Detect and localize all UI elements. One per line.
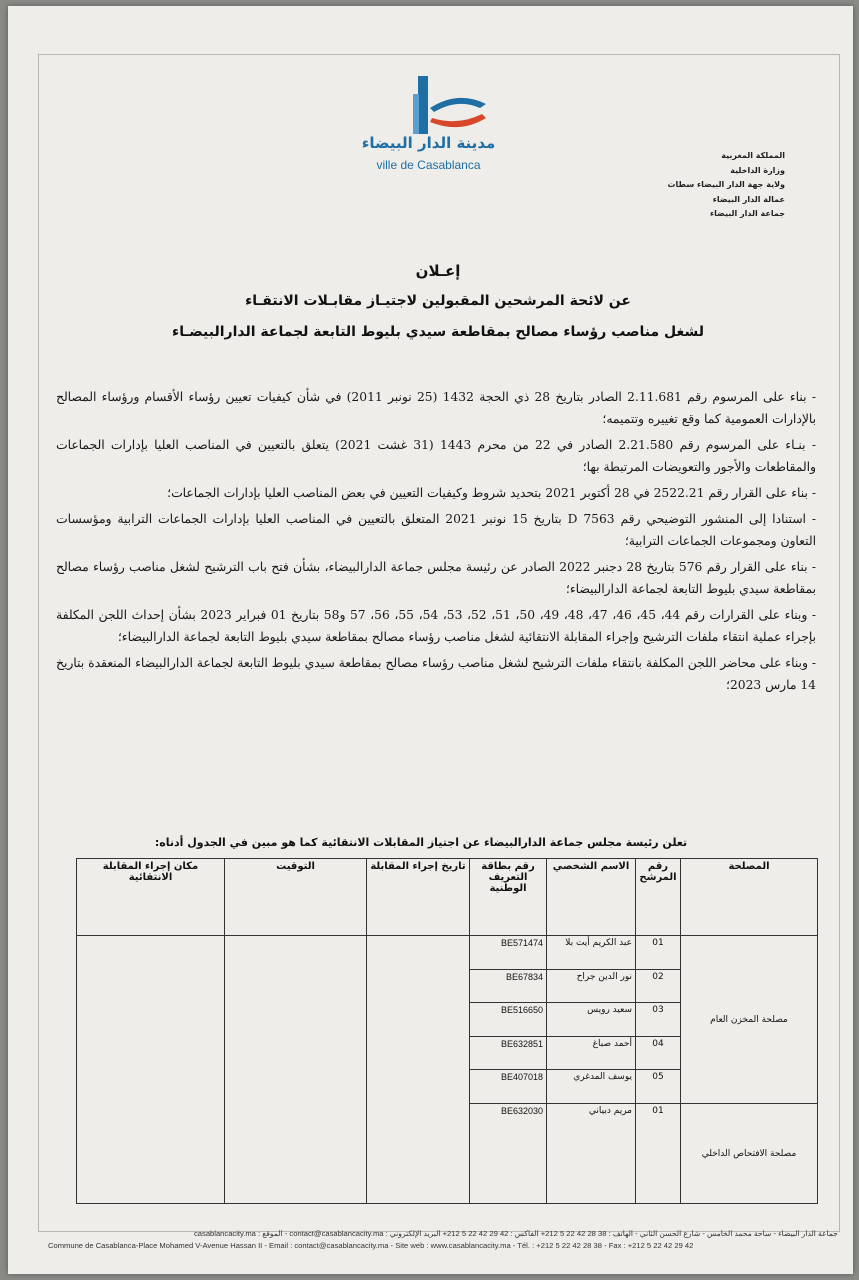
admin-line: وزارة الداخلية	[730, 165, 785, 175]
header-cin: رقم بطاقة التعريف الوطنية	[470, 859, 547, 936]
preamble	[56, 386, 816, 700]
preamble-paragraph: - وبناء على القرارات رقم 44، 45، 46، 47، 48، 49، 50، 51، 52، 53، 54، 55، 56، 57 و58 بتاريخ 01 فبراير 2023 بشأن إحداث اللجن المكلفة بإجراء عملية انتقاء ملفات الترشيح وإجراء المقابلة الانتقائية لشغل مناصب رؤساء مصالح بمقاطعة سيدي بليوط التابعة لجماعة الدارالبيضاء؛	[56, 608, 816, 644]
candidates-table	[76, 858, 818, 1204]
candidate-number: 02	[636, 969, 681, 1003]
footer-arabic: جماعة الدار البيضاء - ساحة محمد الخامس - شارع الحسن الثاني - الهاتف : 38 28 42 22 5 212+ الفاكس : 42 29 42 22 5 212+ البريد الإلكتروني : contact@casablancacity.ma - الموقع : casablancacity.ma	[194, 1229, 838, 1238]
candidate-cin: BE407018	[470, 1070, 547, 1104]
candidate-number: 01	[636, 1104, 681, 1204]
header-date: تاريخ إجراء المقابلة	[367, 859, 470, 936]
candidate-cin: BE571474	[470, 936, 547, 970]
preamble-paragraph: - بناء على القرار رقم 2522.21 في 28 أكتوبر 2021 بتحديد شروط وكيفيات التعيين في بعض المناصب العليا بإدارات الجماعات؛	[167, 486, 816, 500]
service-cell: مصلحة الافتحاص الداخلي	[681, 1104, 818, 1204]
header-service: المصلحة	[681, 859, 818, 936]
admin-line: ولاية جهة الدار البيضاء سطات	[667, 180, 785, 189]
candidate-number: 04	[636, 1036, 681, 1070]
candidate-name: أحمد صباغ	[547, 1036, 636, 1070]
preamble-paragraph: - وبناء على محاضر اللجن المكلفة بانتقاء ملفات الترشيح لشغل مناصب رؤساء مصالح بمقاطعة سيدي بليوط التابعة لجماعة الدارالبيضاء المنعقدة بتاريخ 14 مارس 2023؛	[56, 656, 816, 692]
candidate-number: 03	[636, 1003, 681, 1037]
document-sheet	[8, 6, 853, 1274]
admin-line: جماعة الدار البيضاء	[710, 209, 785, 218]
preamble-paragraph: - استنادا إلى المنشور التوضيحي رقم D 7563 بتاريخ 15 نونبر 2021 المتعلق بالتعيين في المناصب العليا بإدارات الجماعات الترابية ومؤسسات التعاون ومجموعات الجماعات الترابية؛	[56, 512, 816, 548]
candidate-number: 05	[636, 1070, 681, 1104]
preamble-paragraph: - بناء على المرسوم رقم 2.11.681 الصادر بتاريخ 28 ذي الحجة 1432 (25 نونبر 2011) في شأن كيفيات تعيين رؤساء الأقسام ورؤساء المصالح بالإدارات العمومية كما وقع تغييره وتتميمه؛	[56, 390, 816, 426]
candidate-name: نور الدين جراح	[547, 969, 636, 1003]
admin-line: عمالة الدار البيضاء	[712, 194, 785, 204]
preamble-paragraph: - بنـاء على المرسوم رقم 2.21.580 الصادر في 22 من محرم 1443 (31 غشت 2021) يتعلق بالتعيين في المناصب العليا بإدارات الجماعات والمقاطعات والأجور والتعويضات المرتبطة بها؛	[56, 438, 816, 474]
administration-header	[645, 149, 785, 222]
service-cell: مصلحة المخزن العام	[681, 936, 818, 1104]
candidate-cin: BE516650	[470, 1003, 547, 1037]
candidate-name: عبد الكريم أيت بلا	[547, 936, 636, 970]
footer	[48, 1228, 838, 1252]
header-name: الاسم الشخصي	[547, 859, 636, 936]
table-header-row	[77, 859, 818, 936]
place-cell	[77, 936, 225, 1204]
candidate-cin: BE67834	[470, 969, 547, 1003]
header-number: رقم المرشح	[636, 859, 681, 936]
table-row	[77, 936, 818, 970]
date-cell	[367, 936, 470, 1204]
candidate-cin: BE632851	[470, 1036, 547, 1070]
announcement-title: إعـلان	[415, 262, 461, 280]
announcement-subtitle-2: لشغل مناصب رؤساء مصالح بمقاطعة سيدي بليوط التابعة لجماعة الدارالبيضـاء	[172, 324, 704, 340]
candidate-number: 01	[636, 936, 681, 970]
logo-french-text: ville de Casablanca	[376, 158, 481, 172]
header-place: مكان إجراء المقابلة الانتقائية	[77, 859, 225, 936]
footer-french: Commune de Casablanca-Place Mohamed V-Avenue Hassan II - Email : contact@casablancacity.ma - Site web : www.casablancacity.ma - Tél. : +212 5 22 42 28 38 - Fax : +212 5 22 42 29 42	[48, 1241, 694, 1250]
candidate-name: يوسف المدغري	[547, 1070, 636, 1104]
candidate-name: مريم دبياني	[547, 1104, 636, 1204]
header-time: التوقيت	[225, 859, 367, 936]
preamble-paragraph: - بناء على القرار رقم 576 بتاريخ 28 دجنبر 2022 الصادر عن رئيسة مجلس جماعة الدارالبيضاء، بشأن فتح باب الترشيح لشغل مناصب رؤساء مصالح بمقاطعة سيدي بليوط التابعة لجماعة الدارالبيضاء؛	[56, 560, 817, 596]
logo-arabic-text: مدينة الدار البيضاء	[361, 134, 496, 152]
announcement-subtitle: عن لائحة المرشحين المقبولين لاجتيـاز مقابـلات الانتقـاء	[245, 293, 631, 309]
candidate-cin: BE632030	[470, 1104, 547, 1204]
time-cell	[225, 936, 367, 1204]
admin-line: المملكة المغربية	[721, 151, 785, 160]
candidate-name: سعيد رويس	[547, 1003, 636, 1037]
table-intro: تعلن رئيسة مجلس جماعة الدارالبيضاء عن اجتياز المقابلات الانتقائية كما هو مبين في الجدول أدناه:	[154, 836, 688, 849]
